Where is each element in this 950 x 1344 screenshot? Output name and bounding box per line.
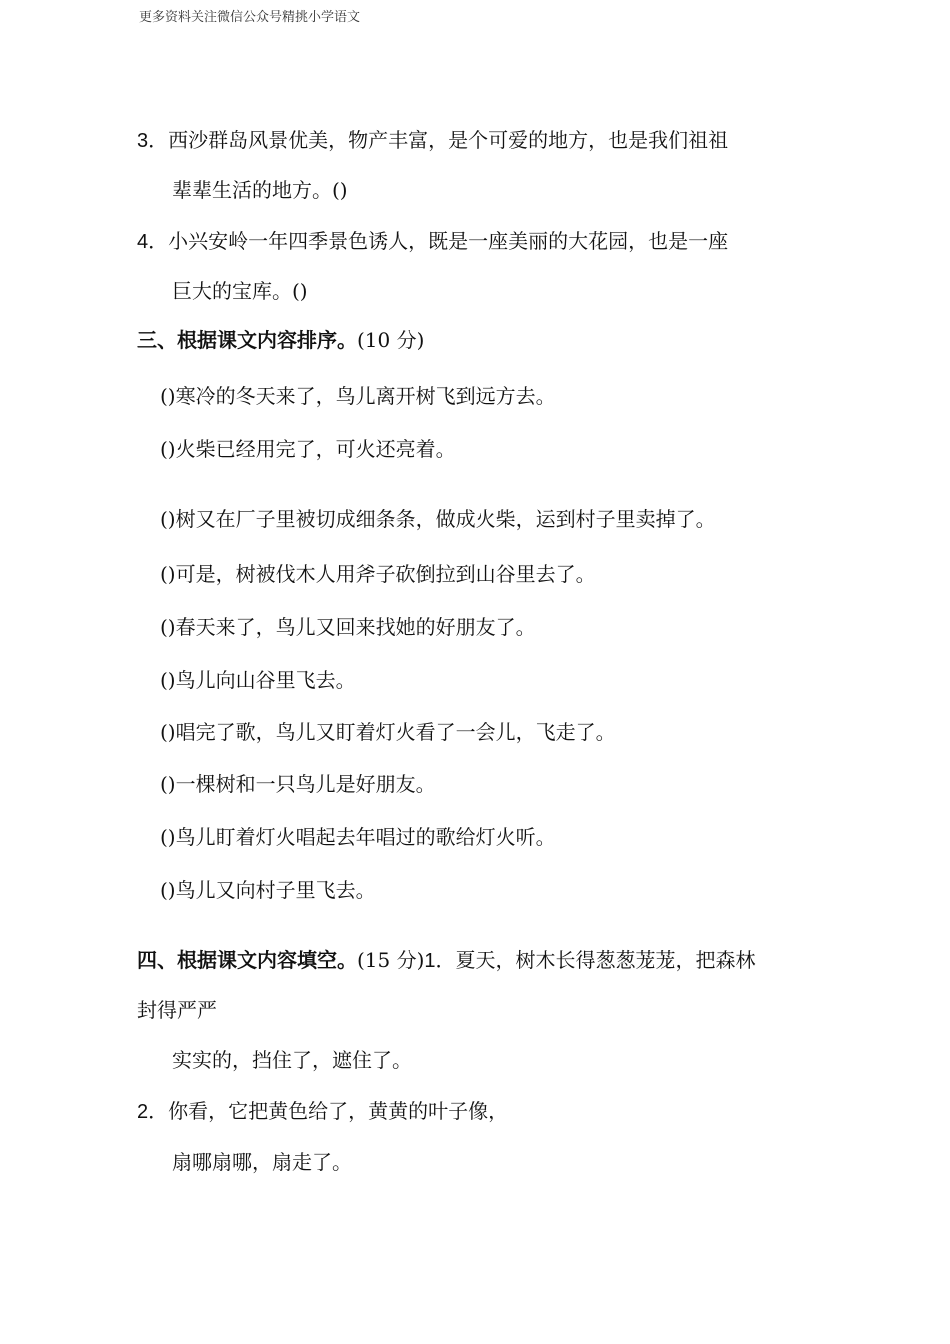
- question-4-text: 小兴安岭一年四季景色诱人，既是一座美丽的大花园，也是一座: [168, 229, 729, 253]
- question-4-line-2: 巨大的宝库。(): [172, 279, 308, 303]
- page-header: 更多资料关注微信公众号精挑小学语文: [139, 10, 361, 25]
- order-item-6: ()鸟儿向山谷里飞去。: [160, 668, 356, 692]
- question-4-number: 4．: [137, 231, 169, 253]
- question-4-line-1: [137, 228, 728, 255]
- fill-question-2-text: 你看，它把黄色给了，黄黄的叶子像，: [168, 1099, 509, 1123]
- fill-question-2-number: 2．: [137, 1101, 169, 1123]
- question-3-text: 西沙群岛风景优美，物产丰富，是个可爱的地方，也是我们祖祖: [168, 128, 729, 152]
- section-4-score: (15 分): [357, 948, 425, 972]
- order-item-2: ()火柴已经用完了，可火还亮着。: [160, 437, 456, 461]
- order-item-10: ()鸟儿又向村子里飞去。: [160, 878, 376, 902]
- order-item-5: ()春天来了，鸟儿又回来找她的好朋友了。: [160, 615, 536, 639]
- section-3-title: 三、根据课文内容排序。: [137, 328, 357, 352]
- fill-question-1-line-2: 封得严严: [137, 998, 217, 1022]
- order-item-4: ()可是，树被伐木人用斧子砍倒拉到山谷里去了。: [160, 562, 596, 586]
- order-item-9: ()鸟儿盯着灯火唱起去年唱过的歌给灯火听。: [160, 825, 556, 849]
- question-3-line-1: [137, 127, 728, 154]
- fill-question-1-line-3: 实实的，挡住了，遮住了。: [172, 1048, 412, 1072]
- section-4-heading: [137, 947, 756, 974]
- section-3-heading: [137, 327, 424, 353]
- fill-question-1-number: 1．: [424, 950, 456, 972]
- section-4-title: 四、根据课文内容填空。: [137, 948, 357, 972]
- order-item-7: ()唱完了歌，鸟儿又盯着灯火看了一会儿，飞走了。: [160, 720, 616, 744]
- question-3-line-2: 辈辈生活的地方。(): [172, 178, 348, 202]
- order-item-1: ()寒冷的冬天来了，鸟儿离开树飞到远方去。: [160, 384, 556, 408]
- fill-question-2-line-2: 扇哪扇哪，扇走了。: [172, 1150, 352, 1174]
- section-3-score: (10 分): [357, 328, 425, 352]
- order-item-3: ()树又在厂子里被切成细条条，做成火柴，运到村子里卖掉了。: [160, 507, 716, 531]
- order-item-8: ()一棵树和一只鸟儿是好朋友。: [160, 772, 436, 796]
- fill-question-2-line-1: [137, 1098, 508, 1125]
- fill-question-1-text: 夏天，树木长得葱葱茏茏，把森林: [455, 948, 756, 972]
- question-3-number: 3．: [137, 130, 169, 152]
